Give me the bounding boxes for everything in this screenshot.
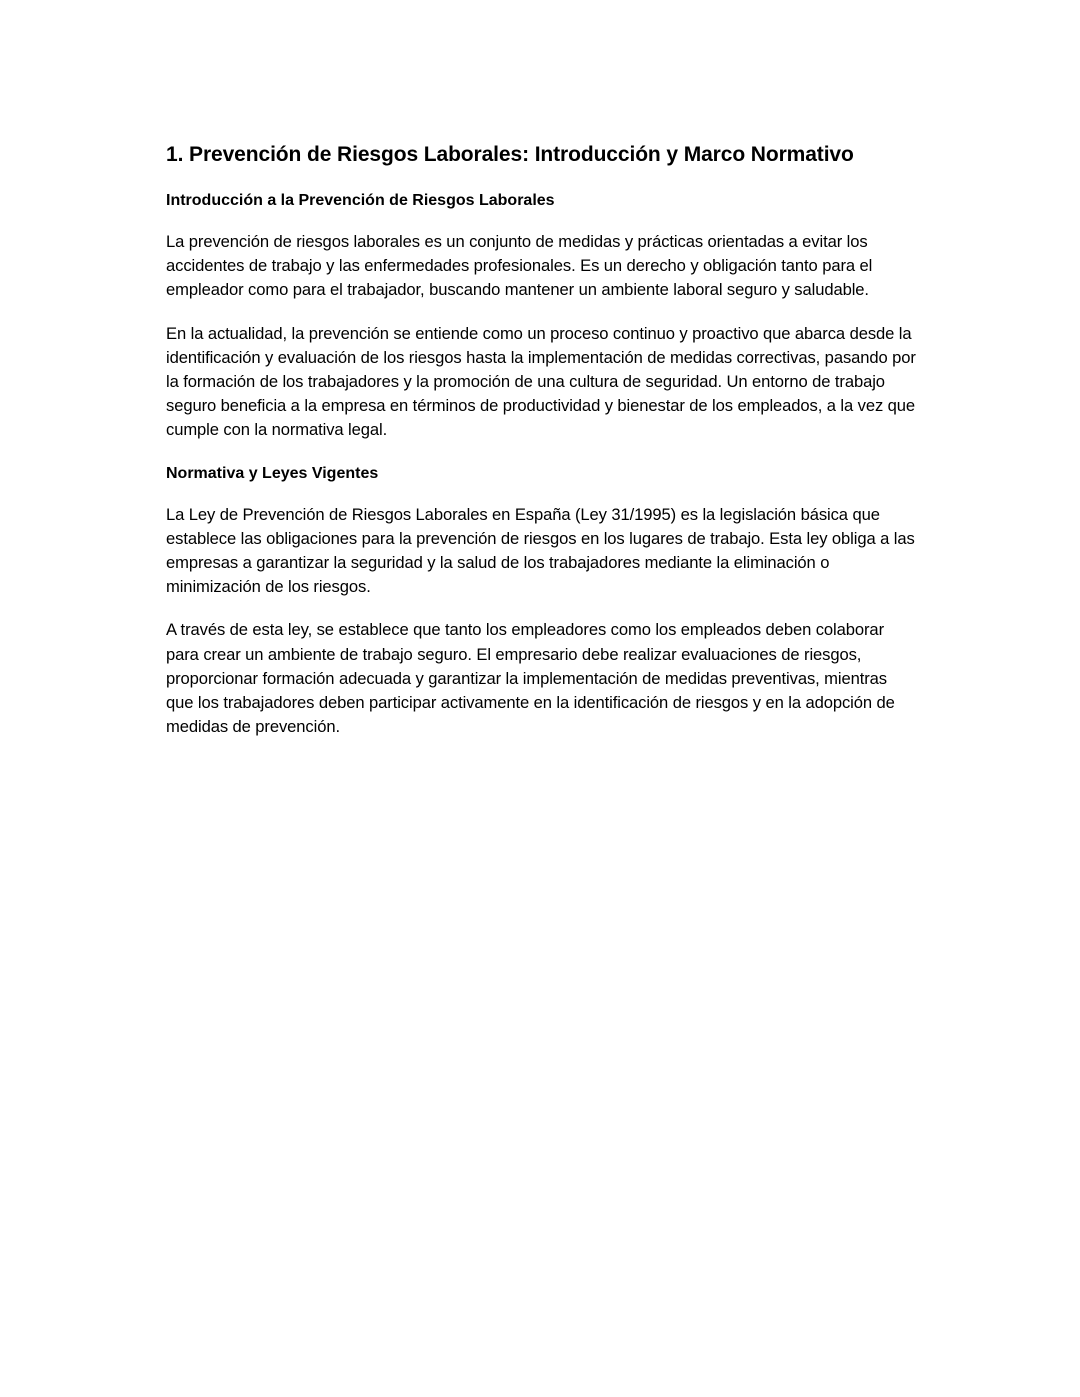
section-heading: Introducción a la Prevención de Riesgos Laborales (166, 192, 555, 209)
section-introduccion (166, 189, 916, 443)
section-heading: Normativa y Leyes Vigentes (166, 464, 379, 482)
paragraph: A través de esta ley, se establece que tanto los empleadores como los empleados deben colaborar para crear un ambiente de trabajo seguro. El empresario debe realizar evaluaciones de riesgos, proporcionar formación adecuada y garantizar la implementación de medidas preventivas, mientras que los trabajadores deben participar activamente en la identificación de riesgos y en la adopción de medidas de prevención. (166, 620, 895, 737)
section-normativa (166, 462, 916, 740)
document-title: 1. Prevención de Riesgos Laborales: Introducción y Marco Normativo (166, 143, 854, 166)
paragraph: En la actualidad, la prevención se entiende como un proceso continuo y proactivo que abarca desde la identificación y evaluación de los riesgos hasta la implementación de medidas correctivas, pasando por la formación de los trabajadores y la promoción de una cultura de seguridad. Un entorno de trabajo seguro beneficia a la empresa en términos de productividad y bienestar de los empleados, a la vez que cumple con la normativa legal. (166, 323, 916, 440)
paragraph: La prevención de riesgos laborales es un conjunto de medidas y prácticas orientadas a evitar los accidentes de trabajo y las enfermedades profesionales. Es un derecho y obligación tanto para el empleador como para el trabajador, buscando mantener un ambiente laboral seguro y saludable. (166, 232, 873, 300)
paragraph: La Ley de Prevención de Riesgos Laborales en España (Ley 31/1995) es la legislación básica que establece las obligaciones para la prevención de riesgos en los lugares de trabajo. Esta ley obliga a las empresas a garantizar la seguridad y la salud de los trabajadores mediante la eliminación o minimización de los riesgos. (166, 504, 915, 597)
document-page (166, 140, 916, 758)
